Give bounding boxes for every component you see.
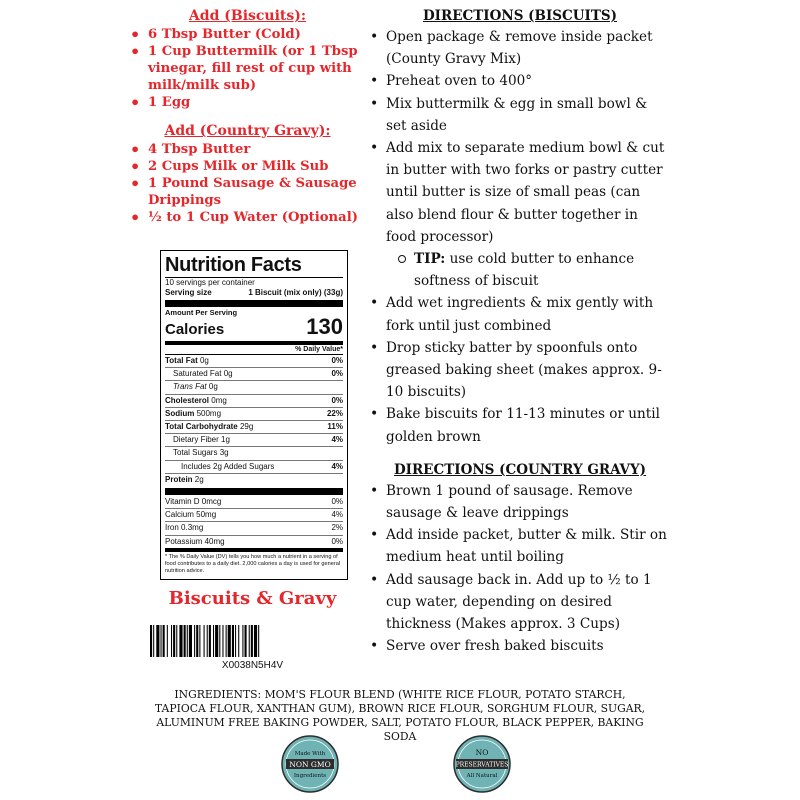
list-item: • 1 Pound Sausage & Sausage Drippings bbox=[130, 175, 365, 209]
daily-value-footnote: * The % Daily Value (DV) tells you how much a nutrient in a serving of food contributes to a daily diet. 2,000 calories a day is used for general nutrition advice. bbox=[165, 548, 343, 575]
nutrient-row bbox=[165, 381, 343, 394]
vitamin-amount: 0mcg bbox=[201, 497, 222, 507]
list-item: • 1 Cup Buttermilk (or 1 Tbsp vinegar, fill rest of cup with milk/milk sub) bbox=[130, 43, 365, 94]
seal-text: NO bbox=[475, 748, 489, 757]
barcode-bar bbox=[232, 625, 234, 657]
barcode-bar bbox=[226, 625, 227, 657]
divider bbox=[165, 341, 343, 345]
nutrient-label: Sodium bbox=[165, 408, 195, 418]
barcode-bar bbox=[249, 625, 250, 657]
vitamin-dv: 2% bbox=[331, 523, 343, 533]
nutrient-label: Total Fat bbox=[165, 356, 198, 365]
non-gmo-seal-icon bbox=[280, 734, 340, 794]
barcode-bar bbox=[235, 625, 236, 657]
ingredients-list: INGREDIENTS: MOM'S FLOUR BLEND (WHITE RICE FLOUR, POTATO STARCH, TAPIOCA FLOUR, XANTHAN GUM), BROWN RICE FLOUR, SORGHUM FLOUR, SUGAR, ALUMINUM FREE BAKING POWDER, SALT, POTATO FLOUR, BLACK PEPPER, BAKING SODA bbox=[154, 688, 646, 743]
directions-panel bbox=[370, 8, 670, 657]
tip-list bbox=[370, 248, 670, 292]
barcode-graphic bbox=[150, 625, 355, 657]
list-item: • 4 Tbsp Butter bbox=[130, 141, 365, 158]
barcode-bar bbox=[167, 625, 168, 657]
barcode-bar bbox=[171, 625, 172, 657]
divider bbox=[165, 488, 343, 495]
biscuits-heading: Add (Biscuits): bbox=[188, 8, 307, 24]
nutrient-dv: 0% bbox=[331, 395, 343, 405]
daily-value-header: % Daily Value* bbox=[165, 346, 343, 355]
vitamin-row bbox=[165, 536, 343, 548]
barcode-bar bbox=[204, 625, 205, 657]
barcode-bar bbox=[199, 625, 200, 657]
gravy-heading: Add (Country Gravy): bbox=[164, 123, 331, 139]
nutrient-row bbox=[165, 474, 343, 486]
vitamin-label: Calcium bbox=[165, 510, 194, 520]
direction-step: • Serve over fresh baked biscuits bbox=[370, 635, 670, 657]
servings-per-container: 10 servings per container bbox=[165, 278, 255, 287]
barcode-bar bbox=[238, 625, 239, 657]
nutrient-row bbox=[165, 395, 343, 408]
nutrient-row bbox=[165, 434, 343, 447]
vitamin-label: Vitamin D bbox=[165, 497, 200, 507]
seal-text: Ingredients bbox=[293, 773, 327, 779]
barcode-bar bbox=[150, 625, 152, 657]
nutrient-dv: 22% bbox=[326, 408, 343, 418]
biscuits-steps bbox=[370, 26, 670, 248]
add-ingredients-panel bbox=[130, 8, 365, 238]
direction-step: • Add inside packet, butter & milk. Stir on medium heat until boiling bbox=[370, 524, 670, 568]
calories-value: 130 bbox=[306, 314, 343, 339]
vitamin-row bbox=[165, 509, 343, 522]
tip-item bbox=[370, 248, 670, 292]
barcode-bar bbox=[156, 625, 159, 657]
nutrient-row bbox=[165, 447, 343, 460]
direction-step: • Brown 1 pound of sausage. Remove sausage & leave drippings bbox=[370, 480, 670, 524]
vitamin-dv: 4% bbox=[331, 510, 343, 520]
biscuits-list bbox=[130, 26, 365, 111]
gravy-list bbox=[130, 141, 365, 226]
barcode-bar bbox=[245, 625, 247, 657]
vitamin-amount: 0.3mg bbox=[181, 523, 204, 533]
nutrient-row bbox=[165, 408, 343, 421]
barcode-bar bbox=[228, 625, 231, 657]
nutrient-amount: 1g bbox=[221, 435, 230, 445]
nutrition-facts-label bbox=[160, 250, 348, 580]
nutrient-dv: 0% bbox=[331, 356, 343, 365]
seal-text: NON GMO bbox=[289, 760, 331, 769]
nutrition-title: Nutrition Facts bbox=[165, 254, 343, 278]
barcode-bar bbox=[163, 625, 165, 657]
serving-size-label: Serving size bbox=[165, 288, 212, 297]
vitamin-dv: 0% bbox=[331, 497, 343, 507]
seal-text: Made With bbox=[294, 751, 326, 757]
nutrient-label: Saturated Fat bbox=[173, 369, 222, 379]
nutrient-amount: 0g bbox=[199, 356, 209, 365]
seal-text: All Natural bbox=[466, 773, 498, 779]
barcode-bar bbox=[209, 625, 211, 657]
barcode-bar bbox=[254, 625, 257, 657]
nutrient-dv: 4% bbox=[331, 461, 343, 471]
barcode-bar bbox=[153, 625, 154, 657]
direction-step: • Preheat oven to 400° bbox=[370, 70, 670, 92]
barcode-bar bbox=[242, 625, 243, 657]
vitamin-amount: 50mg bbox=[196, 510, 217, 520]
vitamin-dv: 0% bbox=[331, 536, 343, 546]
barcode-bar bbox=[194, 625, 195, 657]
vitamin-label: Potassium bbox=[165, 536, 203, 546]
tip-text: use cold butter to enhance softness of biscuit bbox=[414, 251, 635, 290]
nutrient-label: Dietary Fiber bbox=[173, 435, 219, 445]
direction-step: • Add wet ingredients & mix gently with fork until just combined bbox=[370, 292, 670, 336]
nutrient-row bbox=[165, 355, 343, 368]
barcode-bar bbox=[189, 625, 192, 657]
directions-gravy-heading: DIRECTIONS (COUNTRY GRAVY) bbox=[393, 461, 647, 478]
barcode-bar bbox=[251, 625, 253, 657]
nutrient-row bbox=[165, 461, 343, 474]
tip-label: TIP: bbox=[414, 251, 446, 268]
list-item: • 2 Cups Milk or Milk Sub bbox=[130, 158, 365, 175]
nutrient-amount: 0g bbox=[223, 369, 233, 379]
list-item: • 6 Tbsp Butter (Cold) bbox=[130, 26, 365, 43]
barcode-bar bbox=[184, 625, 186, 657]
directions-biscuits-heading: DIRECTIONS (BISCUITS) bbox=[422, 8, 618, 24]
nutrient-dv: 0% bbox=[331, 369, 343, 379]
barcode-bar bbox=[215, 625, 218, 657]
seal-text: PRESERVATIVES bbox=[455, 761, 509, 769]
nutrient-dv: 4% bbox=[331, 435, 343, 445]
barcode-bar bbox=[176, 625, 177, 657]
nutrient-amount: 3g bbox=[219, 448, 229, 458]
biscuits-steps-continued bbox=[370, 292, 670, 447]
direction-step: • Mix buttermilk & egg in small bowl & set aside bbox=[370, 93, 670, 137]
nutrient-amount: 29g bbox=[239, 422, 254, 432]
nutrient-label: Cholesterol bbox=[165, 395, 210, 405]
barcode-bar bbox=[213, 625, 214, 657]
calories-label: Calories bbox=[165, 321, 225, 338]
barcode-bar bbox=[222, 625, 223, 657]
barcode-bar bbox=[161, 625, 162, 657]
barcode-bar bbox=[187, 625, 188, 657]
nutrient-row bbox=[165, 421, 343, 434]
barcode-bar bbox=[219, 625, 220, 657]
nutrient-amount: 0g bbox=[208, 382, 218, 392]
nutrient-label: Total Sugars bbox=[173, 448, 218, 458]
direction-step: • Drop sticky batter by spoonfuls onto greased baking sheet (makes approx. 9-10 biscuits) bbox=[370, 337, 670, 404]
gravy-steps bbox=[370, 480, 670, 658]
nutrient-label: Total Carbohydrate bbox=[165, 422, 238, 432]
vitamin-row bbox=[165, 522, 343, 535]
calories-row bbox=[165, 314, 343, 340]
vitamin-label: Iron bbox=[165, 523, 179, 533]
nutrient-row bbox=[165, 368, 343, 381]
serving-size-value: 1 Biscuit (mix only) (33g) bbox=[248, 288, 343, 297]
direction-step: • Add sausage back in. Add up to ½ to 1 cup water, depending on desired thickness (Makes approx. 3 Cups) bbox=[370, 569, 670, 636]
serving-size bbox=[165, 288, 343, 298]
divider bbox=[165, 300, 343, 307]
direction-step: • Add mix to separate medium bowl & cut in butter with two forks or pastry cutter until butter is size of small peas (can also blend flour & butter together in food processor) bbox=[370, 137, 670, 248]
spacer bbox=[370, 448, 670, 462]
vitamin-amount: 40mg bbox=[204, 536, 225, 546]
direction-step: • Bake biscuits for 11-13 minutes or until golden brown bbox=[370, 403, 670, 447]
barcode-bar bbox=[173, 625, 175, 657]
no-preservatives-seal-icon bbox=[452, 734, 512, 794]
list-item: • 1 Egg bbox=[130, 94, 365, 111]
product-name: Biscuits & Gravy bbox=[168, 588, 337, 609]
barcode-bar bbox=[258, 625, 259, 657]
barcode-bar bbox=[196, 625, 198, 657]
barcode-bar bbox=[179, 625, 182, 657]
nutrient-label: Trans Fat bbox=[173, 382, 207, 392]
list-item: • ½ to 1 Cup Water (Optional) bbox=[130, 209, 365, 226]
nutrient-label: Protein bbox=[165, 474, 193, 484]
nutrient-label: Includes 2g Added Sugars bbox=[181, 461, 275, 471]
nutrient-dv: 11% bbox=[327, 422, 343, 432]
nutrient-amount: 2g bbox=[194, 474, 204, 484]
nutrient-amount: 0mg bbox=[211, 395, 227, 405]
barcode-number: X0038N5H4V bbox=[221, 660, 284, 671]
amount-per-serving: Amount Per Serving bbox=[165, 308, 238, 317]
vitamin-row bbox=[165, 496, 343, 509]
nutrient-amount: 500mg bbox=[196, 408, 222, 418]
direction-step: • Open package & remove inside packet (County Gravy Mix) bbox=[370, 26, 670, 70]
barcode-bar bbox=[207, 625, 208, 657]
